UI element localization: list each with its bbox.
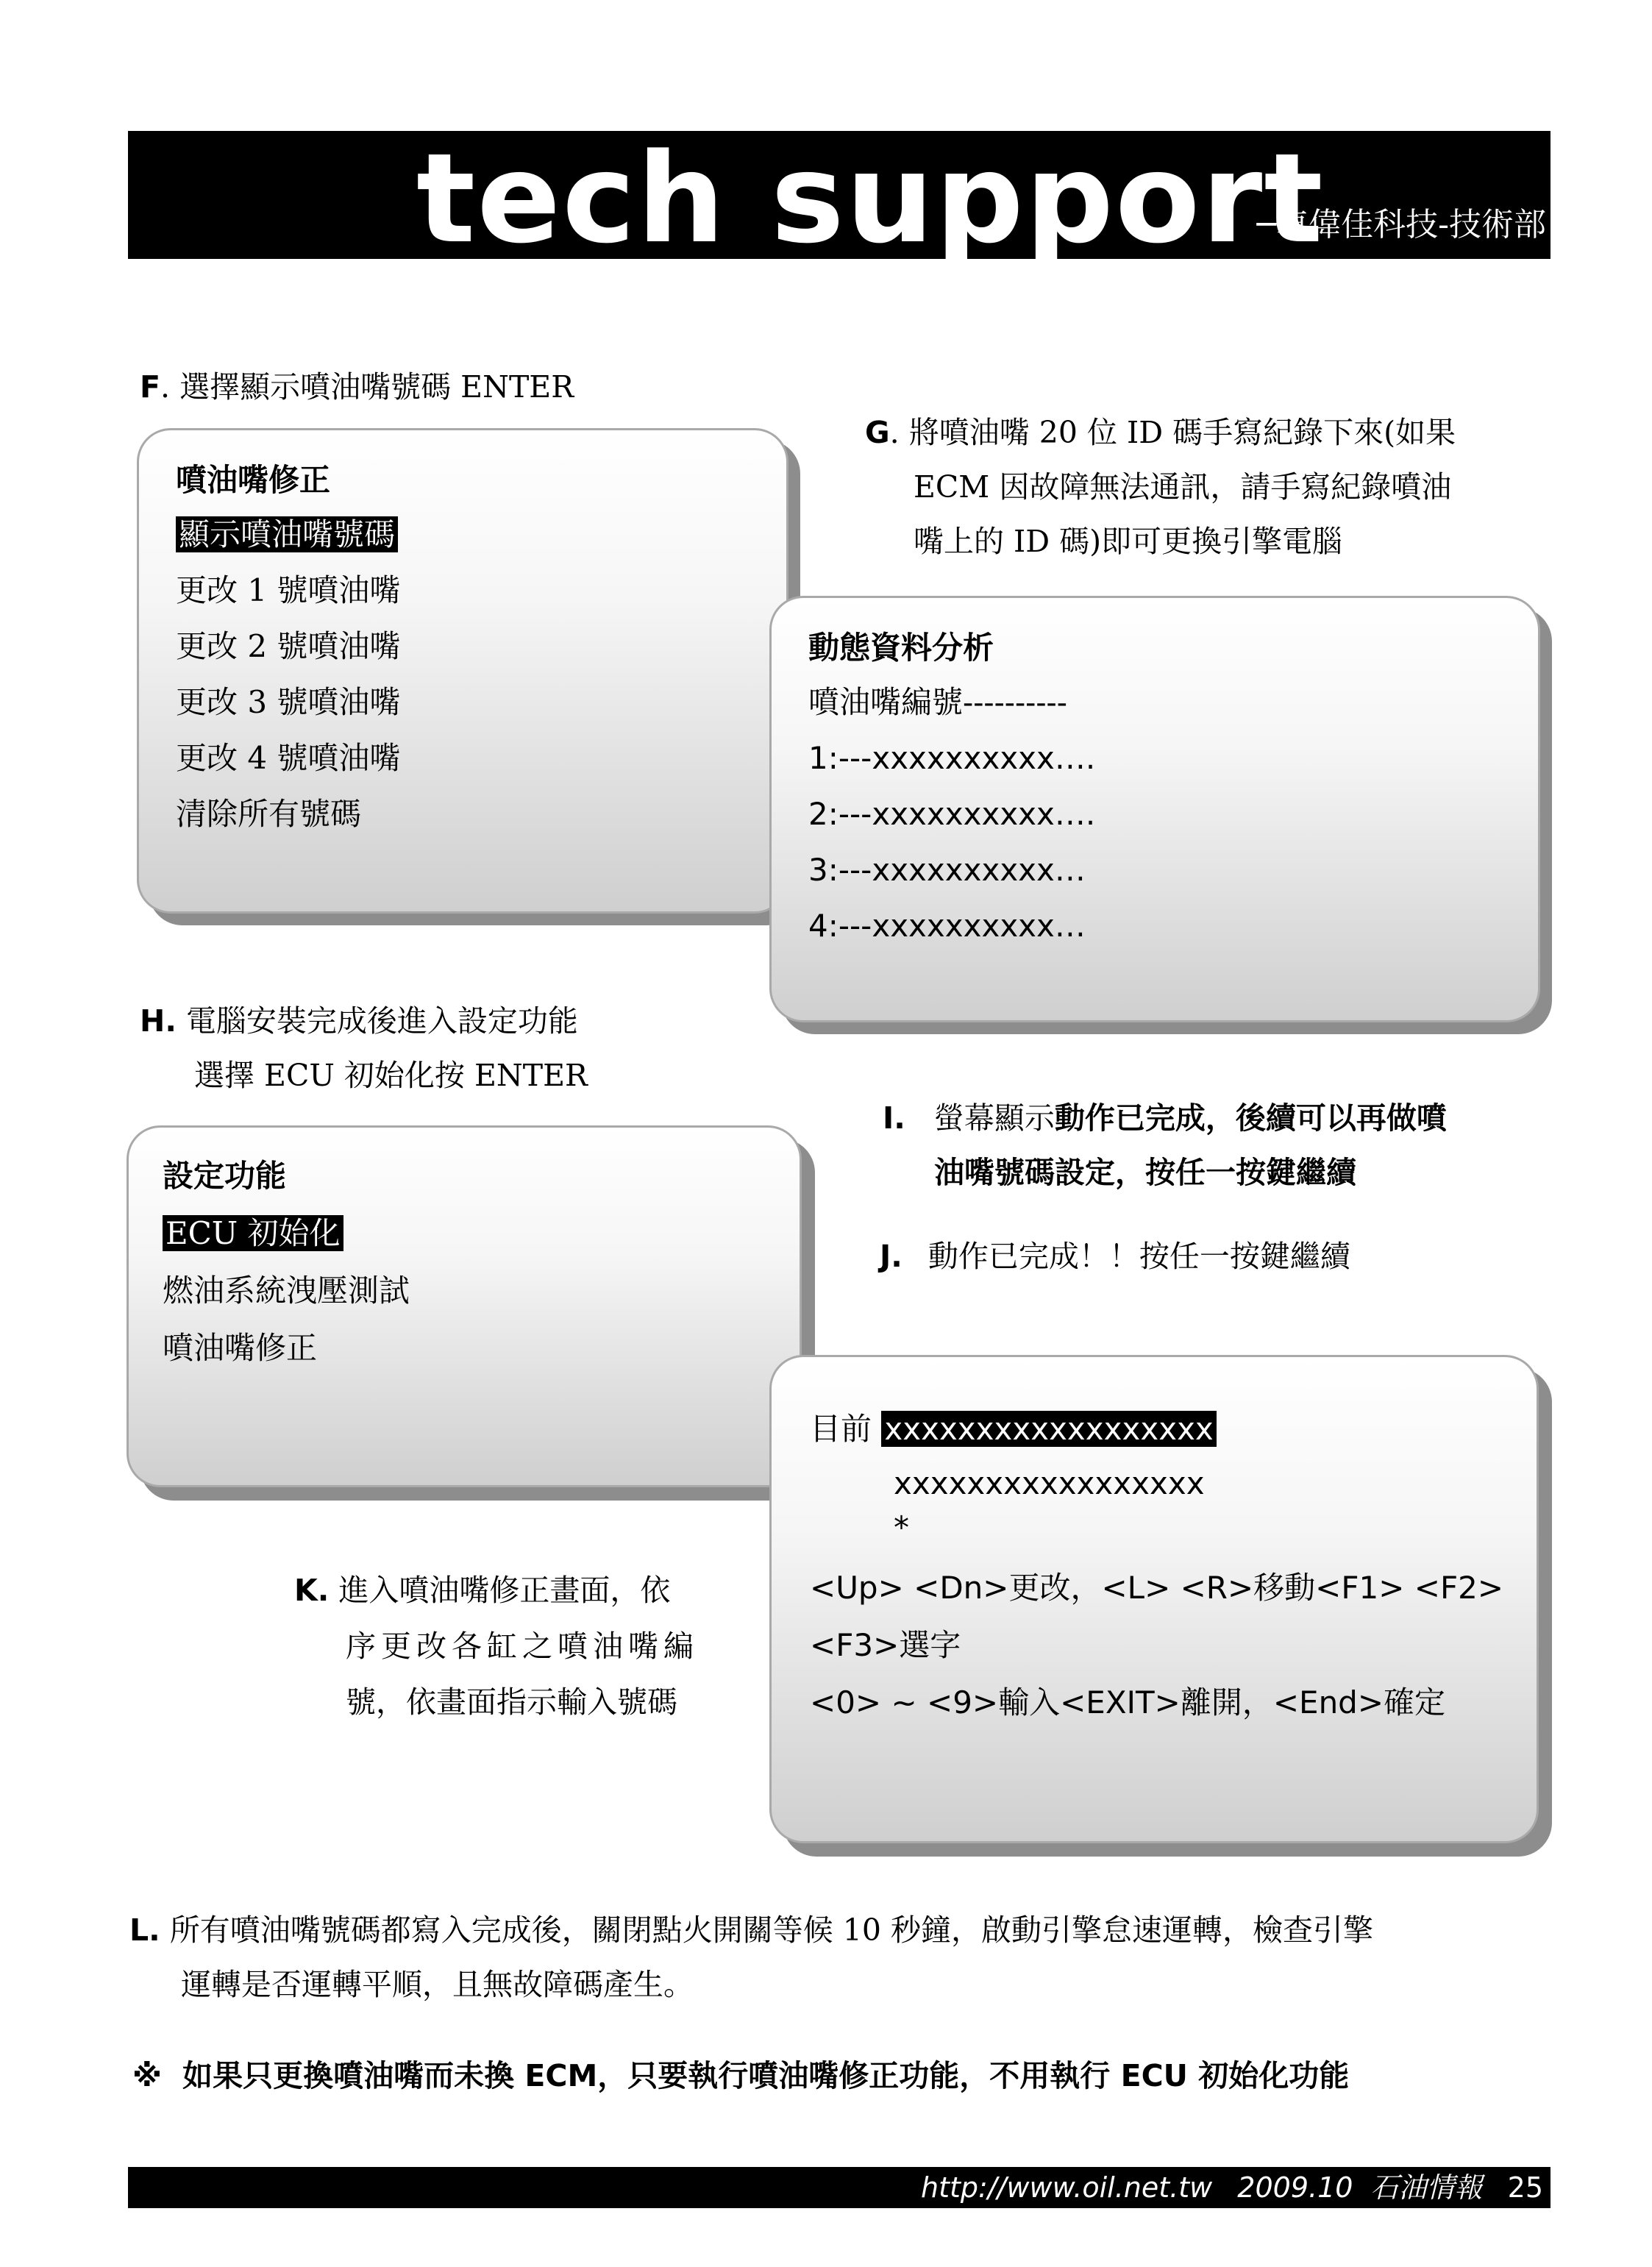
step-g-line-1: 將噴油嘴 20 位 ID 碼手寫紀錄下來(如果 <box>908 415 1456 450</box>
panel-f-title: 噴油嘴修正 <box>176 462 331 498</box>
footer-bar <box>128 2167 1550 2208</box>
menu-item-change-injector-3[interactable]: 更改 3 號噴油嘴 <box>176 684 401 720</box>
step-h <box>140 1002 588 1095</box>
panel-injector-correction <box>137 428 788 914</box>
footer-text <box>921 2168 1543 2207</box>
help-line-2: <F3>選字 <box>810 1627 961 1663</box>
code-line-2: xxxxxxxxxxxxxxxxx <box>894 1465 1205 1501</box>
note-text: 如果只更換噴油嘴而未換 ECM，只要執行噴油嘴修正功能，不用執行 ECU 初始化功能 <box>182 2058 1350 2093</box>
header-title: tech support <box>416 127 1325 271</box>
menu-item-ecu-init[interactable]: ECU 初始化 <box>163 1215 343 1251</box>
step-g <box>865 413 1456 560</box>
panel-g-title: 動態資料分析 <box>808 630 994 666</box>
footer-url[interactable]: http://www.oil.net.tw <box>921 2171 1213 2204</box>
step-j-label: J. <box>880 1239 902 1274</box>
cursor-marker: * <box>894 1509 909 1545</box>
menu-item-injector-correction[interactable]: 噴油嘴修正 <box>163 1330 318 1366</box>
step-k-line-1: 進入噴油嘴修正畫面，依 <box>338 1573 671 1608</box>
footer-magazine: 石油情報 <box>1370 2171 1483 2204</box>
menu-item-fuel-pressure-release[interactable]: 燃油系統洩壓測試 <box>163 1273 410 1309</box>
step-g-line-2: ECM 因故障無法通訊，請手寫紀錄噴油 <box>914 469 1452 505</box>
step-i-text-bold-1: 動作已完成，後續可以再做噴 <box>1054 1100 1447 1136</box>
step-l-label: L. <box>129 1912 160 1948</box>
help-line-3: <0> ~ <9>輸入<EXIT>離開，<End>確定 <box>810 1684 1446 1720</box>
injector-number-header: 噴油嘴編號---------- <box>808 684 1067 720</box>
step-l-line-1: 所有噴油嘴號碼都寫入完成後，關閉點火開關等候 10 秒鐘，啟動引擎怠速運轉，檢查引擎 <box>169 1912 1373 1948</box>
step-i-text-normal: 螢幕顯示 <box>933 1100 1055 1136</box>
panel-settings <box>127 1125 802 1487</box>
injector-code-1: 1:---xxxxxxxxxx…. <box>808 740 1096 776</box>
menu-item-change-injector-4[interactable]: 更改 4 號噴油嘴 <box>176 740 401 776</box>
menu-item-change-injector-1[interactable]: 更改 1 號噴油嘴 <box>176 572 401 608</box>
panel-code-input <box>769 1355 1539 1843</box>
panel-h-title: 設定功能 <box>163 1158 287 1194</box>
injector-code-4: 4:---xxxxxxxxxx… <box>808 908 1086 944</box>
current-code-input[interactable]: xxxxxxxxxxxxxxxxxx <box>881 1411 1216 1447</box>
footer-date: 2009.10 <box>1237 2171 1353 2204</box>
injector-code-3: 3:---xxxxxxxxxx… <box>808 852 1086 888</box>
step-f-sep: . <box>160 369 171 405</box>
header-banner <box>128 127 1550 271</box>
step-j-text: 動作已完成！！按任一按鍵繼續 <box>928 1239 1350 1274</box>
step-i-label: I. <box>883 1100 905 1136</box>
step-l-line-2: 運轉是否運轉平順，且無故障碼產生。 <box>181 1967 694 2002</box>
step-k-line-2: 序更改各缸之噴油嘴編 <box>346 1629 699 1664</box>
step-k-line-3: 號，依畫面指示輸入號碼 <box>346 1684 677 1720</box>
step-k-label: K. <box>294 1573 330 1608</box>
menu-item-show-injector-code[interactable]: 顯示噴油嘴號碼 <box>176 516 398 552</box>
note-mark: ※ <box>132 2058 162 2093</box>
step-k <box>294 1571 699 1721</box>
footer-page-number: 25 <box>1507 2171 1543 2204</box>
step-f <box>140 368 574 406</box>
current-label: 目前 <box>810 1411 872 1447</box>
step-i <box>883 1099 1447 1192</box>
panel-dynamic-data <box>769 596 1540 1022</box>
menu-item-clear-all-codes[interactable]: 清除所有號碼 <box>176 796 362 832</box>
step-f-label: F <box>140 369 161 405</box>
help-line-1: <Up> <Dn>更改，<L> <R>移動<F1> <F2> <box>810 1570 1504 1606</box>
step-i-text-bold-2: 油嘴號碼設定，按任一按鍵繼續 <box>934 1155 1356 1190</box>
note <box>132 2057 1349 2095</box>
step-f-text: 選擇顯示噴油嘴號碼 ENTER <box>179 369 574 405</box>
header-subtitle: ─車偉佳科技-技術部 <box>1256 206 1546 243</box>
menu-item-change-injector-2[interactable]: 更改 2 號噴油嘴 <box>176 628 401 664</box>
step-g-sep: . <box>889 415 900 450</box>
step-h-label: H. <box>140 1003 177 1039</box>
step-g-line-3: 嘴上的 ID 碼)即可更換引擎電腦 <box>914 524 1343 559</box>
step-g-label: G <box>865 415 890 450</box>
injector-code-2: 2:---xxxxxxxxxx…. <box>808 796 1096 832</box>
step-l <box>129 1911 1373 2004</box>
step-h-line-2: 選擇 ECU 初始化按 ENTER <box>194 1058 588 1093</box>
step-h-line-1: 電腦安裝完成後進入設定功能 <box>185 1003 578 1039</box>
step-j <box>880 1237 1350 1275</box>
